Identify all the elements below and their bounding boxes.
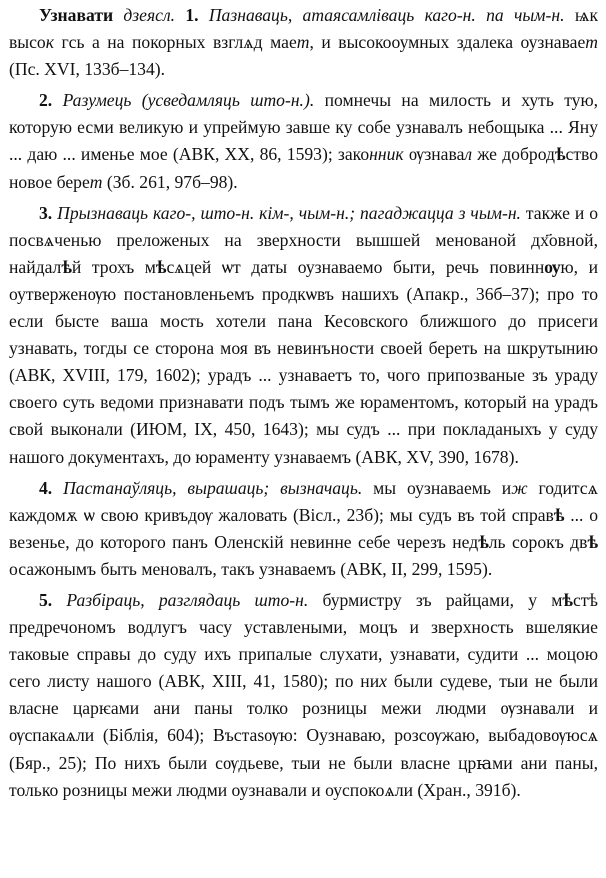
citation-text: ѣ <box>554 144 566 165</box>
sense-3 <box>9 200 598 471</box>
sense-gloss: Пазнаваць, атаясамліваць каго-н. па чым-н. <box>208 5 565 25</box>
sense-5 <box>9 587 598 804</box>
citation-text: также и о посвѧченью преложеных на зверхности вышшей менованой дх҃овной, найдал <box>9 202 598 277</box>
citation-text: ѹзнава <box>403 144 465 165</box>
citation-text: , и высокооумных здалека оузнавае <box>309 32 586 53</box>
citation-text: бурмистру зъ райцами, у м <box>308 589 563 610</box>
citation-text: ѣ <box>478 531 489 552</box>
dictionary-entry <box>9 2 598 804</box>
headword: Узнавати <box>39 5 114 25</box>
citation-text: (Пс. XVI, 133б–134). <box>9 59 166 80</box>
citation-text: ство новое бере <box>9 144 598 192</box>
citation-text: ѣ <box>61 256 72 277</box>
citation-text: помнечы на милость и хуть тую, которую есми великую и упреймую завше ку собе узнавалъ небощыка ... Яну ... даю ... именье мое (АВК, XX, 86, 1593); зако <box>9 90 599 165</box>
citation-text: стѣ предречономъ водлугъ часу уставлеными, моцъ и зверхность вшелякие таковые справы до суду ихъ припалые слухати, узнавати, судити ... моцою сего листу нашого (АВК, XIII, 41, 1580); по ни <box>9 589 598 692</box>
sense-number: 1. <box>185 5 199 25</box>
sense-gloss: Пастанаўляць, вырашаць; вызначаць. <box>63 477 363 498</box>
sense-gloss: Прызнаваць каго-, што-н. кім-, чым-н.; пагаджацца з чым-н. <box>57 202 521 223</box>
citation-text: ѹ <box>544 256 561 277</box>
sense-gloss: Разумець (усведамляць што-н.). <box>62 90 315 111</box>
citation-text: ль сорокъ дв <box>488 531 588 552</box>
citation-text: т <box>585 32 599 53</box>
citation-text: сѧцей ѡт даты оузнаваемо быти, речь повинн <box>166 256 545 277</box>
sense-2 <box>9 87 598 195</box>
citation-text: гсь а на покорных взглѧд мае <box>53 32 297 53</box>
sense-4 <box>9 475 598 583</box>
citation-text: годитсѧ каждомѫ ѡ свою кривъдѹ жаловать (Вісл., 23б); мы судъ въ той справ <box>9 477 598 525</box>
sense-number: 4. <box>39 477 53 498</box>
citation-text: ж <box>511 477 528 498</box>
citation-text: ѣ <box>587 531 598 552</box>
citation-text: т <box>296 32 310 53</box>
citation-text: л <box>464 144 473 165</box>
citation-text: к <box>45 32 54 53</box>
sense-number: 5. <box>39 589 53 610</box>
citation-text: (Зб. 261, 97б–98). <box>102 171 238 192</box>
part-of-speech: дзеясл. <box>123 5 176 25</box>
citation-text: й трохъ м <box>71 256 156 277</box>
sense-1 <box>9 2 598 83</box>
citation-text: ѩк высо <box>9 5 599 53</box>
citation-text: ѣ <box>553 504 565 525</box>
citation-text: же доброд <box>472 144 555 165</box>
sense-gloss: Разбіраць, разглядаць што-н. <box>66 589 309 610</box>
sense-number: 2. <box>39 90 53 111</box>
citation-text: были судеве, тыи не были власне царѥами ани паны толко розницы межи людми ѹзнавали и ѹспакаѧли (Біблія, 604); Въстаѕѹю: Оузнаваю, розсѹжаю, выбадовѹюсѧ (Бяр., 25); По нихъ были сѹдьеве, тыи не были власне црꙗми ани паны, только розницы межи людми оузнавали и оуспокоѧли (Хран., 391б). <box>9 671 598 800</box>
citation-text: ... о везенье, до которого панъ Оленскій невинне себе черезъ нед <box>9 504 599 552</box>
citation-text: х <box>379 671 387 692</box>
citation-text: мы оузнаваемь и <box>362 477 512 498</box>
citation-text: ѣ <box>562 589 573 610</box>
citation-text: т <box>89 171 103 192</box>
citation-text: осажонымъ быть меновалъ, такъ узнаваемъ (АВК, II, 299, 1595). <box>9 558 493 579</box>
citation-text: ю, и оутверженѹю постановленьемъ продкѡвъ нашихъ (Апакр., 36б–37); про то если бысте ваша мость хотели пана Кесовского ближшого до присеги узнавать, тогды се сторона моя въ невинъности своей береть на шкрутынию (АВК, XVIII, 179, 1602); урадъ ... узнаваетъ то, чого припозваные зъ ураду своего суть ведоми признавати подъ тымъ же юраментомъ, который на урадъ свой выконали (ИЮМ, IX, 450, 1643); мы судъ ... при покладаныхъ у суду нашого документахъ, до юраменту узнаваемъ (АВК, XV, 390, 1678). <box>9 256 598 467</box>
sense-number: 3. <box>39 202 53 223</box>
citation-text: ѣ <box>155 256 167 277</box>
citation-text: нник <box>369 144 404 165</box>
